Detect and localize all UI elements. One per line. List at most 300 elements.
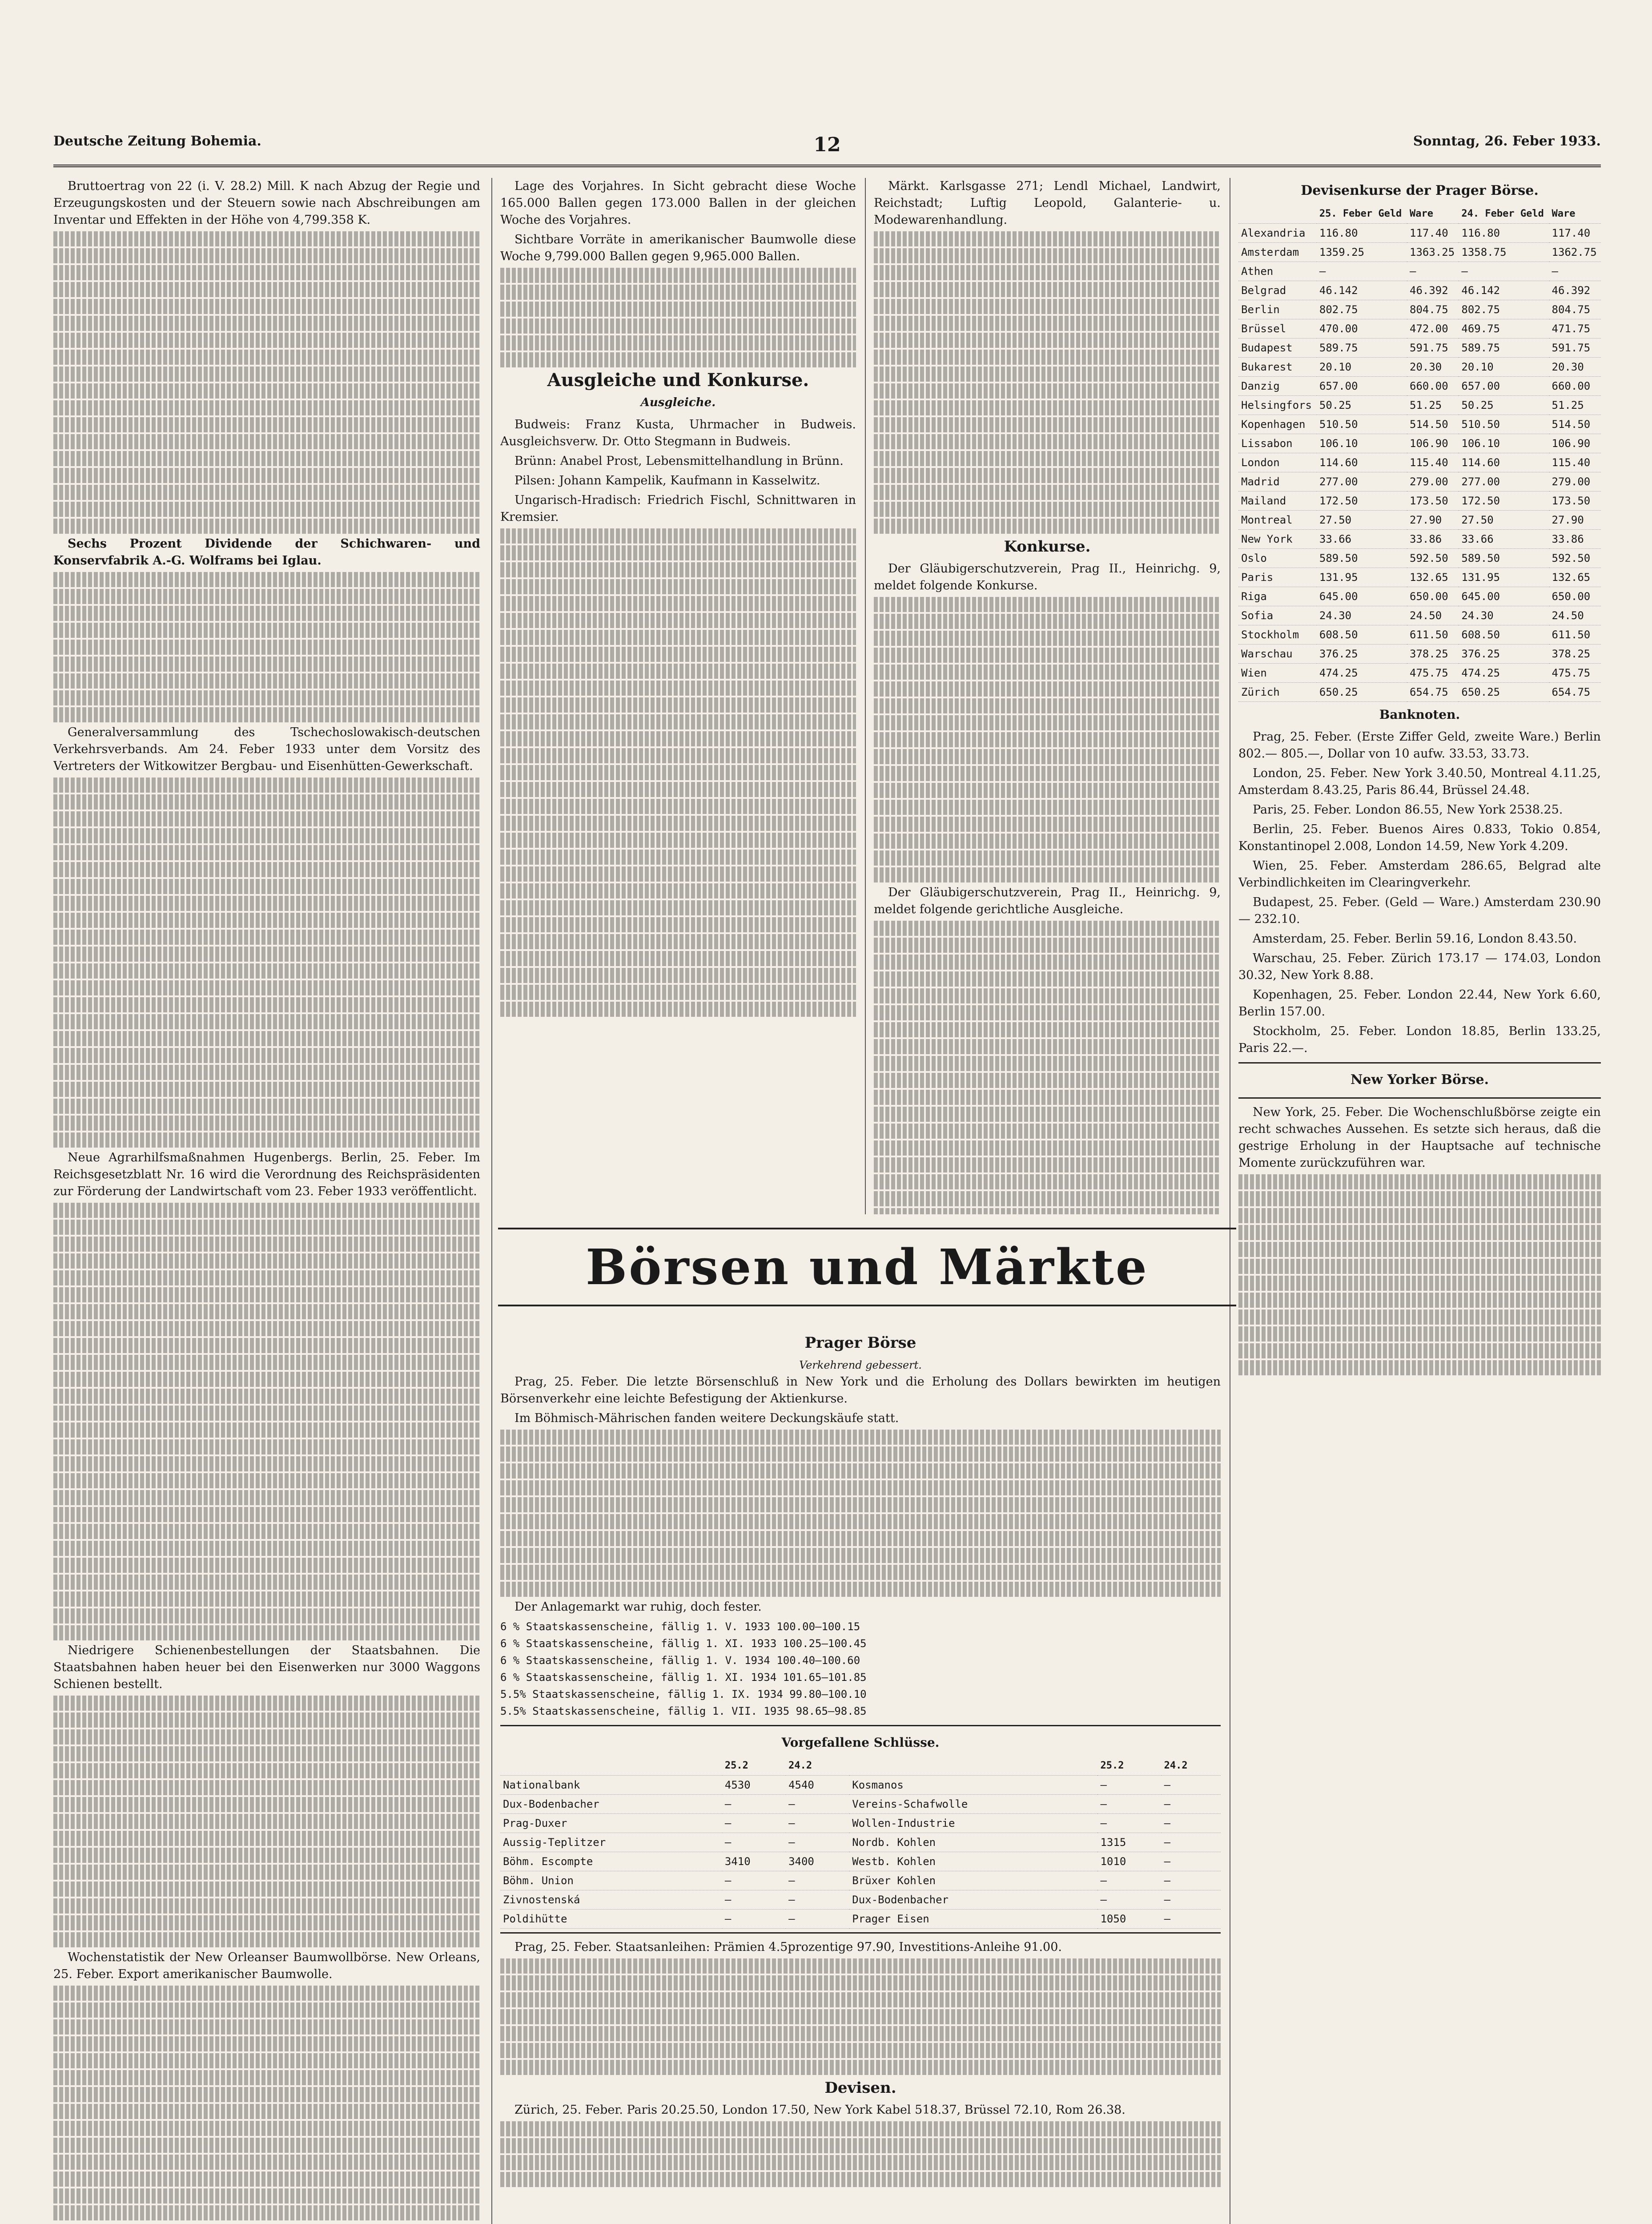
table-cell: Böhm. Escompte	[500, 1852, 722, 1871]
article-paragraph: New York, 25. Feber. Die Wochenschlußbörse zeigte ein recht schwaches Aussehen. Es setzte sich heraus, daß die gestrige Erholung in der Hauptsache auf technische Momente zurückzuführen war.	[1238, 1105, 1601, 1170]
table-cell: 376.25	[1317, 645, 1407, 664]
table-cell: 514.50	[1407, 415, 1459, 434]
table-cell: 1362.75	[1549, 243, 1601, 262]
table-cell: 589.50	[1459, 549, 1549, 568]
table-cell: —	[786, 1814, 849, 1833]
table-cell: 1010	[1097, 1852, 1161, 1871]
table-cell: Dux-Bodenbacher	[500, 1795, 722, 1814]
market-report: Amsterdam, 25. Feber. Berlin 59.16, London 8.43.50.	[1253, 932, 1577, 946]
table-row	[1238, 434, 1601, 453]
section-title: Prager Börse	[804, 1334, 916, 1352]
market-report: Warschau, 25. Feber. Zürich 173.17 — 174.03, London 30.32, New York 8.88.	[1238, 951, 1601, 982]
loan-row: 5.5% Staatskassenscheine, fällig 1. VII. 1935 98.65—98.85	[500, 1705, 867, 1717]
table-cell: 172.50	[1459, 492, 1549, 511]
entry: Ungarisch-Hradisch: Friedrich Fischl, Schnittwaren in Kremsier.	[500, 493, 856, 524]
table-cell: Danzig	[1238, 377, 1317, 396]
table-cell: 591.75	[1407, 338, 1459, 358]
table-cell: 589.75	[1317, 338, 1407, 358]
article-paragraph: Bruttoertrag von 22 (i. V. 28.2) Mill. K nach Abzug der Regie und Erzeugungskosten und der Steuern sowie nach Abschreibungen am Inventar und Effekten in der Höhe von 4,799.358 K.	[53, 179, 480, 227]
table-cell: 470.00	[1317, 319, 1407, 338]
table-cell: —	[786, 1833, 849, 1852]
table-row	[500, 1776, 1221, 1795]
table-cell: 589.50	[1317, 549, 1407, 568]
table-cell: Mailand	[1238, 492, 1317, 511]
column-devisenkurse	[1238, 178, 1601, 2224]
table-cell: 33.86	[1549, 530, 1601, 549]
table-row	[1238, 568, 1601, 587]
table-cell: 510.50	[1317, 415, 1407, 434]
table-cell: —	[1097, 1890, 1161, 1910]
col-header	[500, 1757, 722, 1776]
text-body	[1238, 1174, 1601, 1375]
table-cell: 46.392	[1407, 281, 1459, 300]
text-body	[500, 1958, 1221, 2075]
table-cell: Stockholm	[1238, 625, 1317, 645]
table-cell: 1363.25	[1407, 243, 1459, 262]
table-cell: 131.95	[1459, 568, 1549, 587]
table-cell: —	[722, 1814, 786, 1833]
table-cell: 50.25	[1459, 396, 1549, 415]
table-cell: 474.25	[1459, 664, 1549, 683]
table-row	[1238, 300, 1601, 319]
table-row	[1238, 606, 1601, 625]
col-header	[849, 1757, 1097, 1776]
table-row	[1238, 530, 1601, 549]
foreign-devisen	[1238, 765, 1601, 1057]
market-report: London, 25. Feber. New York 3.40.50, Montreal 4.11.25, Amsterdam 8.43.25, Paris 86.44, Brüssel 24.48.	[1238, 766, 1601, 797]
boersen-heading: Börsen und Märkte	[498, 1228, 1236, 1306]
table-cell: Aussig-Teplitzer	[500, 1833, 722, 1852]
loan-row: 6 % Staatskassenscheine, fällig 1. XI. 1933 100.25—100.45	[500, 1637, 867, 1650]
table-cell: Vereins-Schafwolle	[849, 1795, 1097, 1814]
masthead: Deutsche Zeitung Bohemia.	[53, 133, 261, 149]
column-rule	[491, 178, 492, 2224]
table-cell: London	[1238, 453, 1317, 472]
table-cell: —	[722, 1833, 786, 1852]
article-paragraph: Sichtbare Vorräte in amerikanischer Baumwolle diese Woche 9,799.000 Ballen gegen 9,965.000 Ballen.	[500, 233, 856, 263]
table-cell: —	[722, 1795, 786, 1814]
table-cell: 33.66	[1317, 530, 1407, 549]
table-row	[1238, 472, 1601, 492]
table-cell: 611.50	[1407, 625, 1459, 645]
table-cell: 46.142	[1459, 281, 1549, 300]
market-report: Berlin, 25. Feber. Buenos Aires 0.833, Tokio 0.854, Konstantinopel 2.008, London 14.59, New York 4.209.	[1238, 822, 1601, 853]
table-cell: 33.66	[1459, 530, 1549, 549]
loan-row: 6 % Staatskassenscheine, fällig 1. V. 1934 100.40—100.60	[500, 1654, 860, 1667]
table-cell: Riga	[1238, 587, 1317, 606]
table-cell: 132.65	[1549, 568, 1601, 587]
table-cell: 46.142	[1317, 281, 1407, 300]
table-cell: Oslo	[1238, 549, 1317, 568]
table-cell: —	[1162, 1833, 1221, 1852]
market-report: Wien, 25. Feber. Amsterdam 286.65, Belgrad alte Verbindlichkeiten im Clearingverkehr.	[1238, 859, 1601, 890]
table-cell: —	[1549, 262, 1601, 281]
table-cell: 114.60	[1317, 453, 1407, 472]
table-row	[500, 1795, 1221, 1814]
table-cell: 650.00	[1549, 587, 1601, 606]
col-header	[1238, 205, 1317, 224]
table-cell: 469.75	[1459, 319, 1549, 338]
table-row	[1238, 319, 1601, 338]
table-cell: —	[1317, 262, 1407, 281]
col-header: 25. Feber Geld	[1317, 205, 1407, 224]
table-cell: Budapest	[1238, 338, 1317, 358]
market-report: Budapest, 25. Feber. (Geld — Ware.) Amsterdam 230.90 — 232.10.	[1238, 895, 1601, 926]
article-paragraph: Sechs Prozent Dividende der Schichwaren- und Konservfabrik A.-G. Wolframs bei Iglau.	[53, 537, 480, 568]
column-cotton-bankruptcies	[500, 178, 856, 1214]
column-economics	[53, 178, 480, 2224]
table-cell: Kosmanos	[849, 1776, 1097, 1795]
section-title: Ausgleiche und Konkurse.	[547, 370, 809, 391]
table-row	[1238, 587, 1601, 606]
table-cell: 173.50	[1407, 492, 1459, 511]
article-paragraph: Der Gläubigerschutzverein, Prag II., Heinrichg. 9, meldet folgende gerichtliche Ausgleiche.	[874, 886, 1221, 916]
text-body	[500, 528, 856, 1017]
table-row	[1238, 224, 1601, 243]
table-cell: 378.25	[1407, 645, 1459, 664]
table-cell: Alexandria	[1238, 224, 1317, 243]
market-report: Stockholm, 25. Feber. London 18.85, Berlin 133.25, Paris 22.—.	[1238, 1024, 1601, 1055]
table-cell: 657.00	[1459, 377, 1549, 396]
table-cell: —	[1162, 1776, 1221, 1795]
devisen-table	[1238, 205, 1601, 702]
table-cell: 654.75	[1549, 683, 1601, 702]
table-cell: 3410	[722, 1852, 786, 1871]
state-loans	[500, 1618, 1221, 1720]
table-cell: —	[1162, 1795, 1221, 1814]
section-subtitle: Verkehrend gebessert.	[799, 1359, 922, 1371]
table-cell: 279.00	[1407, 472, 1459, 492]
table-row	[1238, 549, 1601, 568]
table-row	[1238, 645, 1601, 664]
table-cell: 33.86	[1407, 530, 1459, 549]
table-row	[1238, 683, 1601, 702]
table-cell: —	[786, 1871, 849, 1890]
article-paragraph: Neue Agrarhilfsmaßnahmen Hugenbergs. Berlin, 25. Feber. Im Reichsgesetzblatt Nr. 16 wird die Verordnung des Reichspräsidenten zur Förderung der Landwirtschaft vom 23. Feber 1933 veröffentlicht.	[53, 1151, 480, 1198]
table-cell: 510.50	[1459, 415, 1549, 434]
text-body	[500, 2121, 1221, 2187]
table-cell: 514.50	[1549, 415, 1601, 434]
section-title: Devisen.	[824, 2079, 896, 2097]
table-cell: —	[786, 1890, 849, 1910]
table-row	[500, 1852, 1221, 1871]
table-cell: 4530	[722, 1776, 786, 1795]
table-cell: 172.50	[1317, 492, 1407, 511]
table-cell: —	[1097, 1871, 1161, 1890]
table-cell: —	[1459, 262, 1549, 281]
article-paragraph: Niedrigere Schienenbestellungen der Staatsbahnen. Die Staatsbahnen haben heuer bei den Eisenwerken nur 3000 Waggons Schienen bestellt.	[53, 1644, 480, 1691]
table-cell: 27.50	[1459, 511, 1549, 530]
table-cell: Kopenhagen	[1238, 415, 1317, 434]
table-cell: 117.40	[1549, 224, 1601, 243]
article-paragraph: Prag, 25. Feber. Staatsanleihen: Prämien 4.5prozentige 97.90, Investitions-Anleihe 91.00.	[514, 1940, 1062, 1954]
table-cell: 475.75	[1549, 664, 1601, 683]
text-body	[53, 1696, 480, 1947]
table-cell: 1315	[1097, 1833, 1161, 1852]
table-cell: 51.25	[1549, 396, 1601, 415]
page-number: 12	[813, 133, 841, 156]
table-cell: Paris	[1238, 568, 1317, 587]
table-cell: Montreal	[1238, 511, 1317, 530]
article-paragraph: Prag, 25. Feber. Die letzte Börsenschluß in New York und die Erholung des Dollars bewirkten im heutigen Börsenverkehr eine leichte Befestigung der Aktienkurse.	[500, 1375, 1221, 1406]
table-row	[1238, 281, 1601, 300]
table-row	[500, 1910, 1221, 1929]
table-row	[1238, 377, 1601, 396]
page-header	[53, 133, 1601, 167]
table-cell: Poldihütte	[500, 1910, 722, 1929]
table-cell: 116.80	[1459, 224, 1549, 243]
table-cell: —	[1407, 262, 1459, 281]
table-row	[500, 1814, 1221, 1833]
text-body	[500, 268, 856, 367]
table-cell: Sofia	[1238, 606, 1317, 625]
table-cell: —	[722, 1910, 786, 1929]
table-cell: Amsterdam	[1238, 243, 1317, 262]
table-cell: 27.50	[1317, 511, 1407, 530]
article-paragraph: Der Anlagemarkt war ruhig, doch fester.	[514, 1600, 762, 1614]
table-cell: 20.10	[1317, 358, 1407, 377]
table-cell: 1358.75	[1459, 243, 1549, 262]
article-paragraph: Prag, 25. Feber. (Erste Ziffer Geld, zweite Ware.) Berlin 802.— 805.—, Dollar von 10 aufw. 33.53, 33.73.	[1238, 730, 1601, 761]
table-cell: Warschau	[1238, 645, 1317, 664]
table-cell: 106.90	[1407, 434, 1459, 453]
issue-date: Sonntag, 26. Feber 1933.	[1413, 133, 1601, 149]
table-cell: 1050	[1097, 1910, 1161, 1929]
table-cell: Brüssel	[1238, 319, 1317, 338]
table-cell: 660.00	[1407, 377, 1459, 396]
market-report: Kopenhagen, 25. Feber. London 22.44, New York 6.60, Berlin 157.00.	[1238, 988, 1601, 1019]
table-cell: 24.50	[1549, 606, 1601, 625]
text-body	[53, 1986, 480, 2220]
table-cell: 804.75	[1549, 300, 1601, 319]
table-cell: 279.00	[1549, 472, 1601, 492]
table-cell: 106.10	[1459, 434, 1549, 453]
text-body	[874, 921, 1221, 1214]
table-cell: 378.25	[1549, 645, 1601, 664]
table-cell: Wien	[1238, 664, 1317, 683]
table-cell: 802.75	[1459, 300, 1549, 319]
table-cell: 608.50	[1459, 625, 1549, 645]
table-cell: —	[1097, 1795, 1161, 1814]
column-bankruptcies	[874, 178, 1221, 1214]
col-header: Ware	[1549, 205, 1601, 224]
table-cell: —	[1162, 1890, 1221, 1910]
section-title: New Yorker Börse.	[1350, 1072, 1489, 1088]
table-cell: 376.25	[1459, 645, 1549, 664]
table-cell: Böhm. Union	[500, 1871, 722, 1890]
table-cell: 472.00	[1407, 319, 1459, 338]
table-cell: 131.95	[1317, 568, 1407, 587]
table-cell: Brüxer Kohlen	[849, 1871, 1097, 1890]
table-row	[1238, 664, 1601, 683]
table-cell: 106.10	[1317, 434, 1407, 453]
table-cell: 117.40	[1407, 224, 1459, 243]
table-cell: 50.25	[1317, 396, 1407, 415]
nyb-box	[1238, 1062, 1601, 1099]
table-cell: Helsingfors	[1238, 396, 1317, 415]
market-report: Paris, 25. Feber. London 86.55, New York 2538.25.	[1253, 803, 1563, 817]
article-paragraph: Im Böhmisch-Mährischen fanden weitere Deckungskäufe statt.	[514, 1411, 899, 1425]
table-cell: 592.50	[1549, 549, 1601, 568]
table-cell: Prag-Duxer	[500, 1814, 722, 1833]
table-cell: Nationalbank	[500, 1776, 722, 1795]
article-paragraph: Zürich, 25. Feber. Paris 20.25.50, London 17.50, New York Kabel 518.37, Brüssel 72.10, Rom 26.38.	[514, 2103, 1125, 2117]
table-row	[500, 1890, 1221, 1910]
entry: Pilsen: Johann Kampelik, Kaufmann in Kasselwitz.	[514, 474, 820, 488]
article-paragraph: Wochenstatistik der New Orleanser Baumwollbörse. New Orleans, 25. Feber. Export amerikanischer Baumwolle.	[53, 1950, 480, 1981]
article-paragraph: Der Gläubigerschutzverein, Prag II., Heinrichg. 9, meldet folgende Konkurse.	[874, 562, 1221, 592]
col-header: 25.2	[1097, 1757, 1161, 1776]
table-cell: 475.75	[1407, 664, 1459, 683]
table-cell: 645.00	[1317, 587, 1407, 606]
loan-row: 6 % Staatskassenscheine, fällig 1. V. 1933 100.00—100.15	[500, 1620, 860, 1633]
table-cell: 46.392	[1549, 281, 1601, 300]
table-cell: —	[1162, 1910, 1221, 1929]
table-cell: 132.65	[1407, 568, 1459, 587]
table-cell: 106.90	[1549, 434, 1601, 453]
entry: Brünn: Anabel Prost, Lebensmittelhandlung in Brünn.	[514, 454, 844, 468]
table-cell: Nordb. Kohlen	[849, 1833, 1097, 1852]
table-cell: 20.30	[1549, 358, 1601, 377]
loan-row: 5.5% Staatskassenscheine, fällig 1. IX. 1934 99.80—100.10	[500, 1688, 867, 1700]
table-cell: 277.00	[1317, 472, 1407, 492]
table-row	[1238, 625, 1601, 645]
table-row	[1238, 243, 1601, 262]
entry: Budweis: Franz Kusta, Uhrmacher in Budweis. Ausgleichsverw. Dr. Otto Stegmann in Budweis.	[500, 418, 856, 448]
prager-boerse	[500, 1330, 1221, 2224]
col-header: 24.2	[1162, 1757, 1221, 1776]
table-row	[1238, 511, 1601, 530]
table-cell: New York	[1238, 530, 1317, 549]
table-cell: 277.00	[1459, 472, 1549, 492]
col-header: 24.2	[786, 1757, 849, 1776]
table-cell: 3400	[786, 1852, 849, 1871]
table-cell: —	[786, 1795, 849, 1814]
table-cell: 657.00	[1317, 377, 1407, 396]
table-cell: 611.50	[1549, 625, 1601, 645]
section-title: Devisenkurse der Prager Börse.	[1301, 183, 1539, 198]
loan-row: 6 % Staatskassenscheine, fällig 1. XI. 1934 101.65—101.85	[500, 1671, 867, 1684]
table-row	[1238, 396, 1601, 415]
table-cell: Zivnostenská	[500, 1890, 722, 1910]
text-body	[53, 231, 480, 534]
table-cell: 115.40	[1407, 453, 1459, 472]
table-cell: 650.25	[1317, 683, 1407, 702]
table-cell: 650.00	[1407, 587, 1459, 606]
section-title: Konkurse.	[1004, 538, 1091, 556]
table-header-row	[500, 1757, 1221, 1776]
table-cell: Prager Eisen	[849, 1910, 1097, 1929]
table-cell: 654.75	[1407, 683, 1459, 702]
table-cell: —	[1162, 1871, 1221, 1890]
table-cell: —	[722, 1890, 786, 1910]
table-cell: 650.25	[1459, 683, 1549, 702]
table-cell: —	[1097, 1776, 1161, 1795]
table-cell: 116.80	[1317, 224, 1407, 243]
schluesse-body	[500, 1776, 1221, 1929]
table-cell: —	[786, 1910, 849, 1929]
table-cell: 20.30	[1407, 358, 1459, 377]
table-cell: 660.00	[1549, 377, 1601, 396]
table-cell: 804.75	[1407, 300, 1459, 319]
table-row	[1238, 453, 1601, 472]
table-cell: 114.60	[1459, 453, 1549, 472]
table-cell: 645.00	[1459, 587, 1549, 606]
table-cell: 608.50	[1317, 625, 1407, 645]
text-body	[53, 778, 480, 1148]
table-cell: 591.75	[1549, 338, 1601, 358]
table-cell: Westb. Kohlen	[849, 1852, 1097, 1871]
col-header: 25.2	[722, 1757, 786, 1776]
section-subtitle: Ausgleiche.	[640, 396, 716, 409]
table-row	[1238, 338, 1601, 358]
table-cell: 4540	[786, 1776, 849, 1795]
column-rule	[865, 178, 866, 1214]
table-title: Vorgefallene Schlüsse.	[781, 1735, 940, 1750]
section-title: Banknoten.	[1379, 707, 1460, 722]
table-cell: 173.50	[1549, 492, 1601, 511]
table-cell: Zürich	[1238, 683, 1317, 702]
table-cell: —	[722, 1871, 786, 1890]
table-cell: 24.30	[1317, 606, 1407, 625]
text-body	[53, 1203, 480, 1640]
table-cell: Wollen-Industrie	[849, 1814, 1097, 1833]
text-body	[874, 231, 1221, 534]
table-cell: 20.10	[1459, 358, 1549, 377]
table-cell: Lissabon	[1238, 434, 1317, 453]
table-cell: —	[1162, 1852, 1221, 1871]
table-cell: Bukarest	[1238, 358, 1317, 377]
table-row	[1238, 262, 1601, 281]
table-cell: 802.75	[1317, 300, 1407, 319]
table-row	[500, 1871, 1221, 1890]
table-row	[500, 1833, 1221, 1852]
schluesse-box	[500, 1725, 1221, 1934]
table-cell: 115.40	[1549, 453, 1601, 472]
table-cell: Belgrad	[1238, 281, 1317, 300]
text-body	[874, 597, 1221, 882]
devisen-body	[1238, 224, 1601, 702]
text-body	[500, 1430, 1221, 1597]
table-cell: 592.50	[1407, 549, 1459, 568]
col-header: Ware	[1407, 205, 1459, 224]
table-cell: 24.50	[1407, 606, 1459, 625]
table-cell: 474.25	[1317, 664, 1407, 683]
table-cell: 27.90	[1549, 511, 1601, 530]
table-cell: 24.30	[1459, 606, 1549, 625]
table-row	[1238, 358, 1601, 377]
col-header: 24. Feber Geld	[1459, 205, 1549, 224]
table-cell: 51.25	[1407, 396, 1459, 415]
table-cell: 27.90	[1407, 511, 1459, 530]
table-cell: Berlin	[1238, 300, 1317, 319]
table-cell: 1359.25	[1317, 243, 1407, 262]
article-paragraph: Generalversammlung des Tschechoslowakisch-deutschen Verkehrsverbands. Am 24. Feber 1933 unter dem Vorsitz des Vertreters der Witkowitzer Bergbau- und Eisenhütten-Gewerkschaft.	[53, 725, 480, 773]
table-header-row	[1238, 205, 1601, 224]
table-cell: 471.75	[1549, 319, 1601, 338]
article-paragraph: Märkt. Karlsgasse 271; Lendl Michael, Landwirt, Reichstadt; Luftig Leopold, Galanterie- u. Modewarenhandlung.	[874, 179, 1221, 227]
table-row	[1238, 492, 1601, 511]
table-cell: —	[1097, 1814, 1161, 1833]
table-cell: —	[1162, 1814, 1221, 1833]
table-cell: 589.75	[1459, 338, 1549, 358]
table-row	[1238, 415, 1601, 434]
article-paragraph: Lage des Vorjahres. In Sicht gebracht diese Woche 165.000 Ballen gegen 173.000 Ballen in der gleichen Woche des Vorjahres.	[500, 179, 856, 227]
schluesse-table	[500, 1757, 1221, 1929]
table-cell: Athen	[1238, 262, 1317, 281]
table-cell: Madrid	[1238, 472, 1317, 492]
table-cell: Dux-Bodenbacher	[849, 1890, 1097, 1910]
